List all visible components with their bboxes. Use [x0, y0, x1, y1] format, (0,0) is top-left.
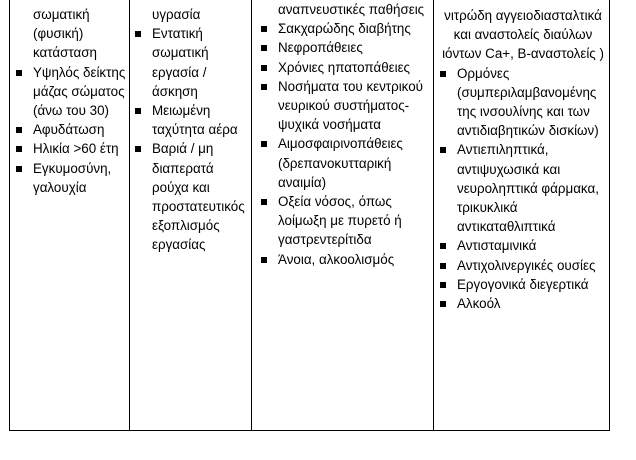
list-item: Αφυδάτωση — [14, 120, 126, 139]
list-item: Άνοια, αλκοολισμός — [259, 250, 431, 269]
list-item: Ορμόνες (συμπεριλαμβανομένης της ινσουλίνης και των αντιδιαβητικών δισκίων) — [438, 64, 604, 141]
list-item: Σακχαρώδης διαβήτης — [259, 19, 431, 38]
column-divider — [433, 0, 434, 430]
column-divider — [129, 0, 130, 430]
list-item: Χρόνιες ηπατοπάθειες — [259, 58, 431, 77]
list-item: σωματική (φυσική) κατάσταση — [33, 7, 97, 61]
column-medications — [438, 6, 604, 313]
column-work-factors — [133, 5, 248, 255]
list-item: Υψηλός δείκτης μάζας σώματος (άνω του 30) — [14, 63, 126, 121]
list-item: Νεφροπάθειες — [259, 38, 431, 57]
list-item: Αιμοσφαιρινοπάθειες (δρεπανοκυτταρική αναιμία) — [259, 134, 431, 192]
column-medical-conditions — [259, 0, 431, 269]
list-item: νιτρώδη αγγειοδιασταλτικά και αναστολείς διαύλων ιόντων Ca+, Β-αναστολείς ) — [442, 8, 604, 62]
column-divider — [251, 0, 252, 430]
list-item: υγρασία — [152, 7, 201, 22]
list-item: Βαριά / μη διαπερατά ρούχα και προστατευτικός εξοπλισμός εργασίας — [133, 139, 248, 254]
column-personal-factors — [14, 5, 126, 197]
list-item: Εντατική σωματική εργασία / άσκηση — [133, 24, 248, 101]
list-item: Νοσήματα του κεντρικού νευρικού συστήματος-ψυχικά νοσήματα — [259, 77, 431, 135]
list-item: αναπνευστικές παθήσεις — [278, 2, 425, 17]
list-item: Αντιεπιληπτικά, αντιψυχωσικά και νευροληπτικά φάρμακα, τρικυκλικά αντικαταθλιπτικά — [438, 140, 604, 236]
list-item: Οξεία νόσος, όπως λοίμωξη με πυρετό ή γαστρεντερίτιδα — [259, 192, 431, 250]
list-item: Εγκυμοσύνη, γαλουχία — [14, 159, 126, 197]
list-item: Αντισταμινικά — [438, 236, 604, 255]
list-item: Εργογονικά διεγερτικά — [438, 275, 604, 294]
list-item: Μειωμένη ταχύτητα αέρα — [133, 101, 248, 139]
list-item: Αλκοόλ — [438, 294, 604, 313]
list-item: Ηλικία >60 έτη — [14, 139, 126, 158]
list-item: Αντιχολινεργικές ουσίες — [438, 256, 604, 275]
